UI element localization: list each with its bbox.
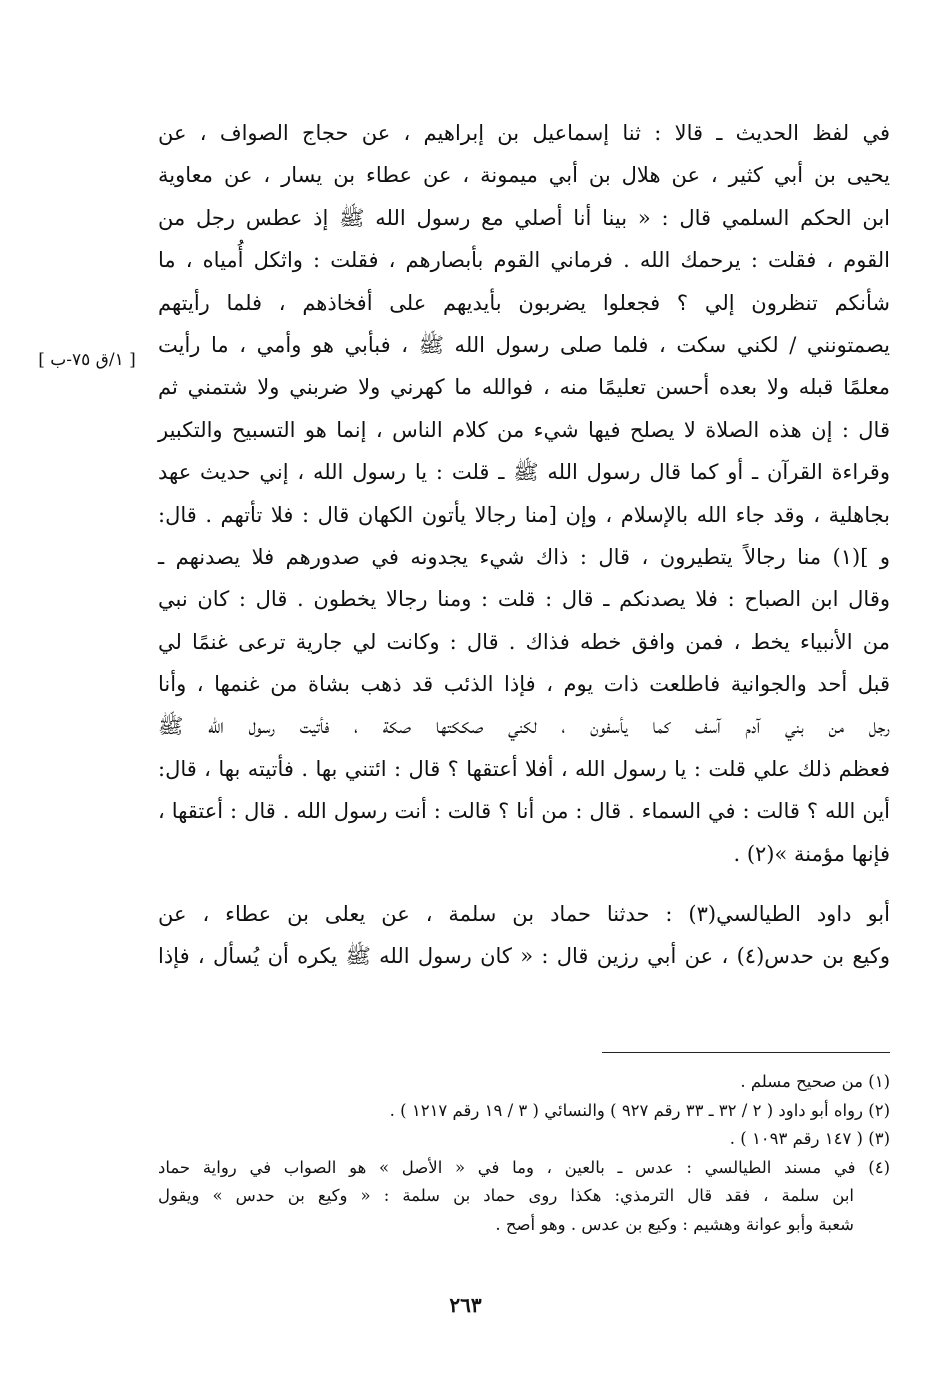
text-line: وقال ابن الصباح : فلا يصدنكم ـ قال : قلت : ومنا رجالا يخطون . قال : كان نبي: [158, 587, 890, 612]
footnote: (٢) رواه أبو داود ( ٢ / ٣٢ ـ ٣٣ رقم ٩٢٧ ) والنسائي ( ٣ / ١٩ رقم ١٢١٧ ) .: [389, 1100, 890, 1120]
text-line: فإنها مؤمنة »(٢) .: [733, 841, 890, 866]
text-line: من الأنبياء يخط ، فمن وافق خطه فذاك . قال : وكانت لي جارية ترعى غنمًا لي: [158, 629, 890, 654]
text-line: القوم ، فقلت : يرحمك الله . فرماني القوم بأبصارهم ، فقلت : واثكل أُمياه ، ما: [158, 248, 890, 273]
text-line: يحيى بن أبي كثير ، عن هلال بن أبي ميمونة ، عن عطاء بن يسار ، عن معاوية: [158, 163, 890, 188]
paragraph-gap: [158, 875, 890, 893]
page-number: ٢٦٣: [449, 1293, 482, 1317]
text-line: ابن الحكم السلمي قال : « بينا أنا أصلي مع رسول الله ﷺ إذ عطس رجل من: [158, 205, 890, 230]
text-line: في لفظ الحديث ـ قالا : ثنا إسماعيل بن إبراهيم ، عن حجاج الصواف ، عن: [158, 121, 890, 145]
main-text: [158, 112, 890, 978]
text-line: بجاهلية ، وقد جاء الله بالإسلام ، وإن [منا رجالا يأتون الكهان قال : فلا تأتهم . قال:: [158, 502, 890, 527]
text-line: معلمًا قبله ولا بعده أحسن تعليمًا منه ، فوالله ما كهرني ولا ضربني ولا شتمني ثم: [158, 375, 890, 400]
manuscript-folio-note: [ ١/ق ٧٥-ب ]: [38, 350, 136, 370]
text-line: أبو داود الطيالسي(٣) : حدثنا حماد بن سلمة ، عن يعلى بن عطاء ، عن: [158, 902, 890, 927]
footnote-separator: [602, 1052, 890, 1053]
footnote-continuation: شعبة وأبو عوانة وهشيم : وكيع بن عدس . وهو أصح .: [495, 1214, 854, 1234]
text-line: أين الله ؟ قالت : في السماء . قال : من أنا ؟ قالت : أنت رسول الله . قال : أعتقها ،: [158, 799, 890, 824]
text-line: و ](١) منا رجالاً يتطيرون ، قال : ذاك شيء يجدونه في صدورهم فلا يصدنهم ـ: [158, 544, 890, 569]
text-line: قال : إن هذه الصلاة لا يصلح فيها شيء من كلام الناس ، إنما هو التسبيح والتكبير: [158, 417, 890, 442]
text-line: وقراءة القرآن ـ أو كما قال رسول الله ﷺ ـ قلت : يا رسول الله ، إني حديث عهد: [158, 460, 890, 485]
text-line: فعظم ذلك علي قلت : يا رسول الله ، أفلا أعتقها ؟ قال : ائتني بها . فأتيته بها ، قال:: [158, 756, 890, 781]
text-line: قبل أحد والجوانية فاطلعت ذات يوم ، فإذا الذئب قد ذهب بشاة من غنمها ، وأنا: [158, 672, 890, 697]
text-line: وكيع بن حدس(٤) ، عن أبي رزين قال : « كان رسول الله ﷺ يكره أن يُسأل ، فإذا: [158, 944, 890, 969]
footnote: (٤) في مسند الطيالسي : عدس ـ بالعين ، وما في « الأصل » هو الصواب في رواية حماد: [158, 1157, 890, 1177]
text-line: شأنكم تنظرون إلي ؟ فجعلوا يضربون بأيديهم على أفخاذهم ، فلما رأيتهم: [158, 290, 890, 315]
footnote-continuation: ابن سلمة ، فقد قال الترمذي: هكذا روى حماد بن سلمة : « وكيع بن حدس » ويقول: [158, 1186, 854, 1205]
footnotes: [158, 1068, 890, 1239]
text-line: يصمتونني / لكني سكت ، فلما صلى رسول الله ﷺ ، فبأبي هو وأمي ، ما رأيت: [158, 332, 890, 357]
footnote: (١) من صحيح مسلم .: [740, 1072, 890, 1091]
text-line: رجل من بني آدم آسف كما يأسفون ، لكني صككتها صكة ، فأتيت رسول الله ﷺ: [158, 714, 890, 739]
footnote: (٣) ( ١٤٧ رقم ١٠٩٣ ) .: [729, 1129, 890, 1148]
